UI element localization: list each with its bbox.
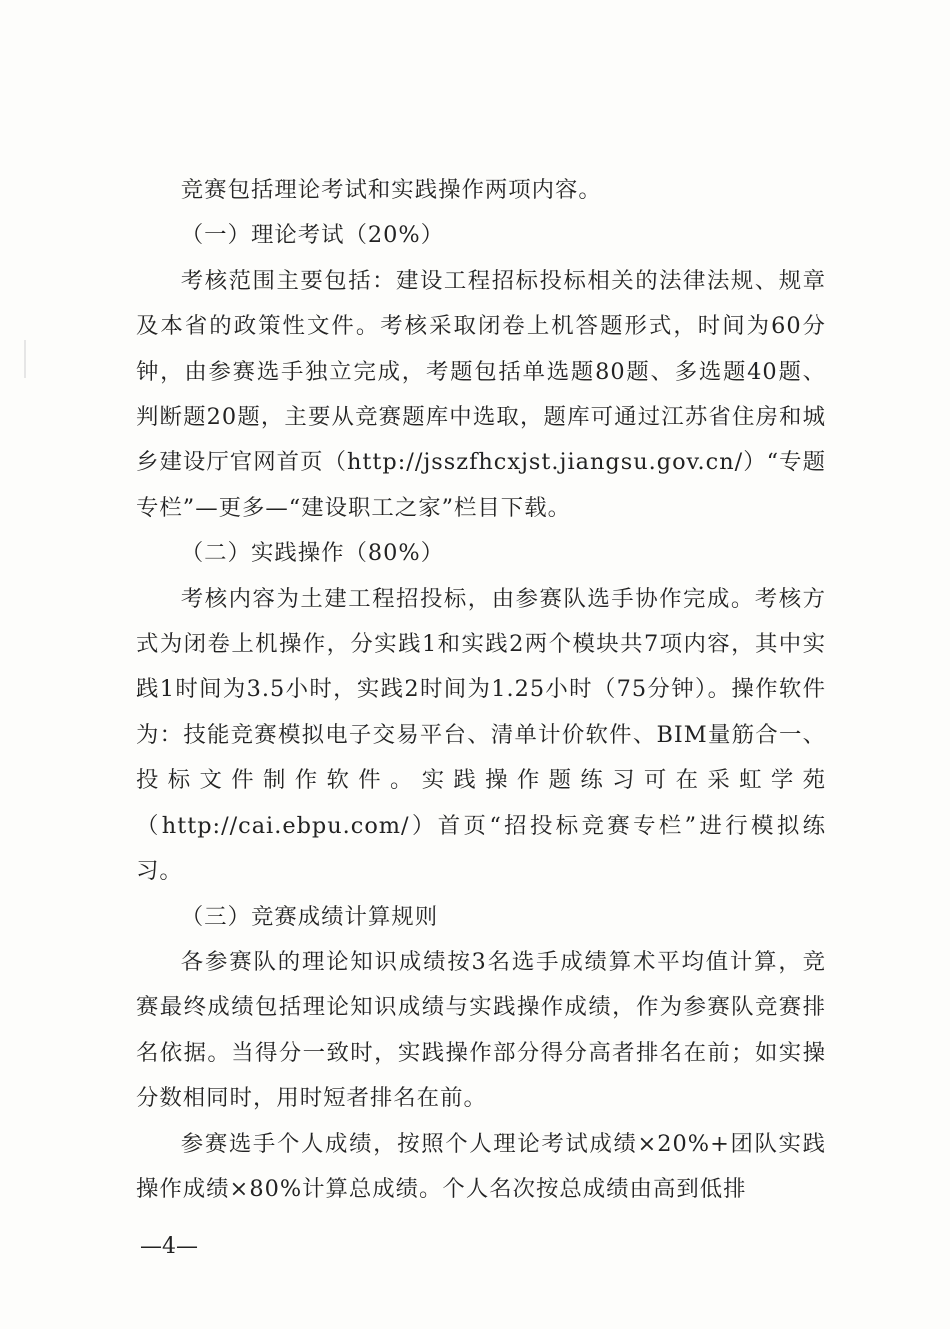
paragraph-theory-exam: 考核范围主要包括：建设工程招标投标相关的法律法规、规章及本省的政策性文件。考核采取闭卷上机答题形式，时间为60分钟，由参赛选手独立完成，考题包括单选题80题、多选题40题、判断题20题，主要从竞赛题库中选取，题库可通过江苏省住房和城乡建设厅官网首页（http://jsszfhcxjst.jiangsu.gov.cn/）“专题专栏”—更多—“建设职工之家”栏目下载。 <box>136 267 826 521</box>
heading-scoring-rules: （三）竞赛成绩计算规则 <box>180 903 439 930</box>
document-body <box>136 168 826 1212</box>
page-number: —4— <box>140 1234 198 1259</box>
paragraph-individual-scoring: 参赛选手个人成绩，按照个人理论考试成绩×20%+团队实践操作成绩×80%计算总成绩。个人名次按总成绩由高到低排 <box>136 1130 826 1202</box>
heading-theory-exam: （一）理论考试（20%） <box>180 222 445 249</box>
paragraph-team-scoring: 各参赛队的理论知识成绩按3名选手成绩算术平均值计算，竞赛最终成绩包括理论知识成绩与实践操作成绩，作为参赛队竞赛排名依据。当得分一致时，实践操作部分得分高者排名在前；如实操分数相同时，用时短者排名在前。 <box>136 948 826 1112</box>
paragraph-intro: 竞赛包括理论考试和实践操作两项内容。 <box>180 177 602 203</box>
paragraph-practice: 考核内容为土建工程招投标，由参赛队选手协作完成。考核方式为闭卷上机操作，分实践1和实践2两个模块共7项内容，其中实践1时间为3.5小时，实践2时间为1.25小时（75分钟）。操作软件为：技能竞赛模拟电子交易平台、清单计价软件、BIM量筋合一、投标文件制作软件。实践操作题练习可在采虹学苑（http://cai.ebpu.com/）首页“招投标竞赛专栏”进行模拟练习。 <box>136 585 826 885</box>
heading-practice: （二）实践操作（80%） <box>180 540 445 567</box>
scan-artifact <box>24 340 26 378</box>
